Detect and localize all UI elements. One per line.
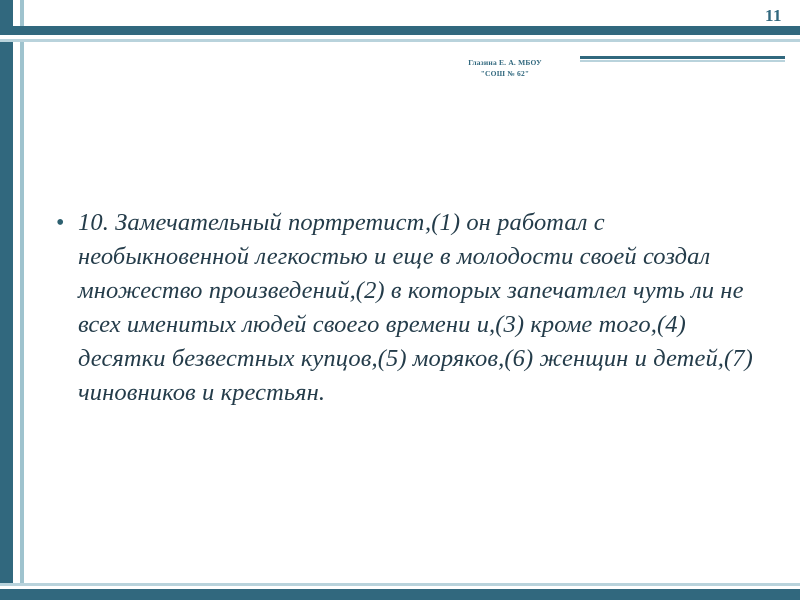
- header-rule-dark: [580, 56, 785, 59]
- bottom-band-dark: [0, 589, 800, 600]
- header-attribution: [430, 58, 580, 80]
- top-band-dark: [0, 26, 800, 35]
- header-attribution-line-1: Глазина Е. А. МБОУ: [468, 58, 542, 67]
- bullet-item-text: 10. Замечательный портретист,(1) он работал с необыкновенной легкостью и еще в молодости своей создал множество произведений,(2) в которых запечатлел чуть ли не всех именитых людей своего времени и,(3) кроме того,(4) десятки безвестных купцов,(5) моряков,(6) женщин и детей,(7) чиновников и крестьян.: [78, 209, 753, 406]
- left-accent-bar-light: [20, 0, 24, 600]
- top-band-light: [0, 39, 800, 42]
- slide-number: 11: [764, 6, 782, 25]
- bullet-list-item: [56, 206, 766, 410]
- header-attribution-line-2: "СОШ № 62": [480, 68, 530, 78]
- header-rule-light: [580, 60, 785, 62]
- left-accent-bar-white: [13, 0, 20, 600]
- bullet-point-icon: •: [56, 210, 65, 236]
- content-area: [56, 206, 766, 410]
- left-accent-bar-dark: [0, 0, 13, 600]
